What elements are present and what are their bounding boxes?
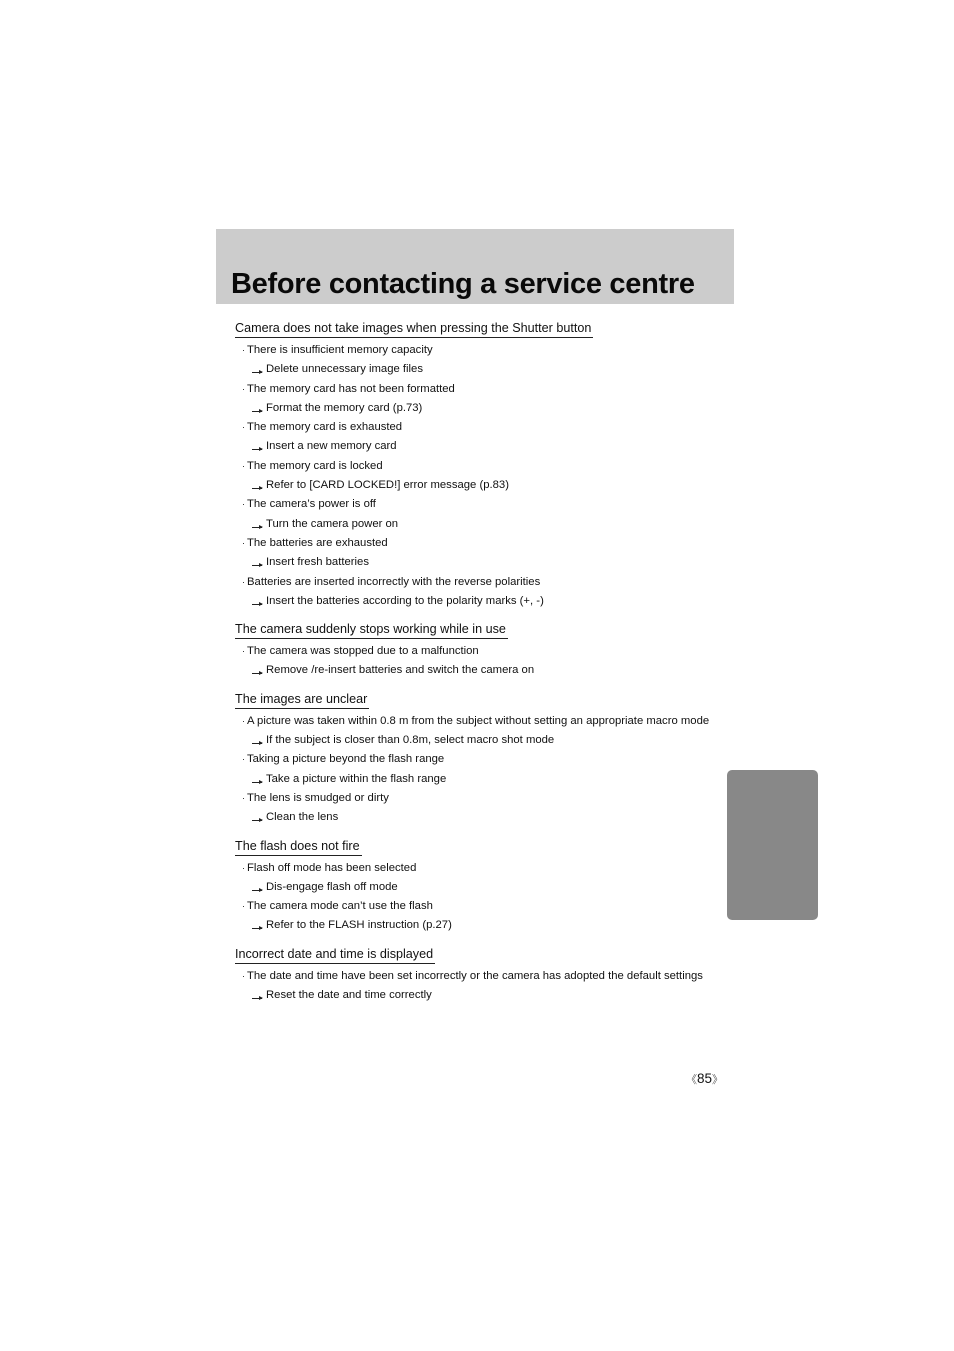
bullet-dot-icon: · bbox=[242, 754, 245, 765]
cause-text: The date and time have been set incorrectly or the camera has adopted the default settings bbox=[247, 969, 703, 982]
cause-item bbox=[235, 750, 730, 769]
page-number-value: 85 bbox=[697, 1071, 713, 1086]
bullet-dot-icon: · bbox=[242, 862, 245, 873]
arrow-right-icon bbox=[252, 527, 262, 528]
cause-item bbox=[235, 712, 730, 731]
cause-text: There is insufficient memory capacity bbox=[247, 344, 433, 356]
arrow-right-icon bbox=[252, 820, 262, 821]
arrow-right-icon bbox=[252, 928, 262, 929]
page-number-bracket-right: 》 bbox=[712, 1074, 724, 1086]
solution-item bbox=[235, 770, 730, 789]
cause-text: The camera’s power is off bbox=[247, 498, 376, 511]
bullet-dot-icon: · bbox=[242, 646, 245, 657]
bullet-dot-icon: · bbox=[242, 345, 245, 355]
cause-item bbox=[235, 789, 730, 808]
solution-item bbox=[235, 399, 730, 418]
solution-text: Insert a new memory card bbox=[266, 440, 397, 453]
arrow-right-icon bbox=[252, 565, 262, 566]
cause-text: Batteries are inserted incorrectly with the reverse polarities bbox=[247, 575, 541, 588]
solution-text: Insert fresh batteries bbox=[266, 556, 369, 569]
solution-item bbox=[235, 916, 730, 935]
cause-item bbox=[235, 457, 730, 476]
cause-item bbox=[235, 897, 730, 916]
section-heading: The camera suddenly stops working while in use bbox=[235, 622, 508, 639]
bullet-dot-icon: · bbox=[242, 901, 245, 912]
solution-item bbox=[235, 808, 730, 827]
arrow-right-icon bbox=[252, 743, 262, 744]
page-number-bracket-left: 《 bbox=[686, 1074, 697, 1086]
solution-item bbox=[235, 515, 730, 534]
solution-text: Reset the date and time correctly bbox=[266, 989, 432, 1002]
section-heading: The images are unclear bbox=[235, 692, 369, 709]
solution-item bbox=[235, 476, 730, 495]
troubleshooting-section bbox=[235, 690, 730, 828]
bullet-dot-icon: · bbox=[242, 537, 245, 548]
arrow-right-icon bbox=[252, 604, 262, 605]
cause-item bbox=[235, 418, 730, 437]
troubleshooting-section bbox=[235, 319, 730, 611]
bullet-dot-icon: · bbox=[242, 970, 245, 981]
bullet-dot-icon: · bbox=[242, 792, 245, 803]
solution-item bbox=[235, 661, 730, 680]
cause-item bbox=[235, 495, 730, 514]
cause-text: Taking a picture beyond the flash range bbox=[247, 753, 445, 766]
cause-text: A picture was taken within 0.8 m from the subject without setting an appropriate macro mode bbox=[247, 714, 710, 727]
page-number bbox=[686, 1070, 723, 1089]
bullet-dot-icon: · bbox=[242, 383, 245, 394]
bullet-dot-icon: · bbox=[242, 576, 245, 587]
cause-text: The memory card is locked bbox=[247, 459, 383, 472]
cause-text: The lens is smudged or dirty bbox=[247, 791, 389, 804]
arrow-right-icon bbox=[252, 488, 262, 489]
arrow-right-icon bbox=[252, 890, 262, 891]
solution-text: Refer to [CARD LOCKED!] error message (p.83) bbox=[266, 479, 509, 492]
solution-text: Format the memory card (p.73) bbox=[266, 401, 423, 414]
solution-text: Insert the batteries according to the polarity marks (+, -) bbox=[266, 594, 544, 607]
solution-item bbox=[235, 437, 730, 456]
bullet-dot-icon: · bbox=[242, 422, 245, 433]
solution-text: Refer to the FLASH instruction (p.27) bbox=[266, 919, 452, 932]
troubleshooting-content bbox=[235, 319, 730, 1014]
arrow-right-icon bbox=[252, 673, 262, 674]
solution-text: If the subject is closer than 0.8m, select macro shot mode bbox=[266, 734, 555, 747]
solution-item bbox=[235, 878, 730, 897]
solution-item bbox=[235, 731, 730, 750]
cause-text: The camera was stopped due to a malfunction bbox=[247, 645, 479, 658]
arrow-right-icon bbox=[252, 372, 262, 373]
arrow-right-icon bbox=[252, 782, 262, 783]
arrow-right-icon bbox=[252, 998, 262, 999]
cause-item bbox=[235, 380, 730, 399]
chapter-side-tab bbox=[727, 770, 818, 920]
cause-text: The batteries are exhausted bbox=[247, 536, 388, 549]
troubleshooting-section bbox=[235, 945, 730, 1006]
cause-text: The memory card is exhausted bbox=[247, 421, 403, 434]
bullet-dot-icon: · bbox=[242, 715, 245, 726]
cause-item bbox=[235, 642, 730, 661]
solution-item bbox=[235, 360, 730, 379]
cause-item bbox=[235, 967, 730, 986]
title-band bbox=[216, 229, 734, 304]
solution-item bbox=[235, 986, 730, 1005]
cause-item bbox=[235, 573, 730, 592]
solution-text: Delete unnecessary image files bbox=[266, 363, 423, 376]
solution-text: Dis-engage flash off mode bbox=[266, 880, 398, 893]
bullet-dot-icon: · bbox=[242, 460, 245, 471]
arrow-right-icon bbox=[252, 411, 262, 412]
section-heading: Incorrect date and time is displayed bbox=[235, 947, 435, 964]
solution-item bbox=[235, 592, 730, 611]
solution-item bbox=[235, 553, 730, 572]
solution-text: Clean the lens bbox=[266, 811, 339, 824]
troubleshooting-section bbox=[235, 837, 730, 936]
cause-text: The camera mode can’t use the flash bbox=[247, 900, 433, 913]
arrow-right-icon bbox=[252, 449, 262, 450]
troubleshooting-section bbox=[235, 620, 730, 681]
solution-text: Take a picture within the flash range bbox=[266, 772, 447, 785]
page-title: Before contacting a service centre bbox=[231, 268, 695, 300]
solution-text: Turn the camera power on bbox=[266, 517, 399, 530]
section-heading: Camera does not take images when pressing the Shutter button bbox=[235, 321, 593, 338]
cause-text: The memory card has not been formatted bbox=[247, 382, 455, 395]
cause-text: Flash off mode has been selected bbox=[247, 861, 417, 874]
cause-item bbox=[235, 859, 730, 878]
cause-item bbox=[235, 341, 730, 360]
solution-text: Remove /re-insert batteries and switch the camera on bbox=[266, 664, 535, 677]
bullet-dot-icon: · bbox=[242, 499, 245, 510]
section-heading: The flash does not fire bbox=[235, 839, 362, 856]
cause-item bbox=[235, 534, 730, 553]
